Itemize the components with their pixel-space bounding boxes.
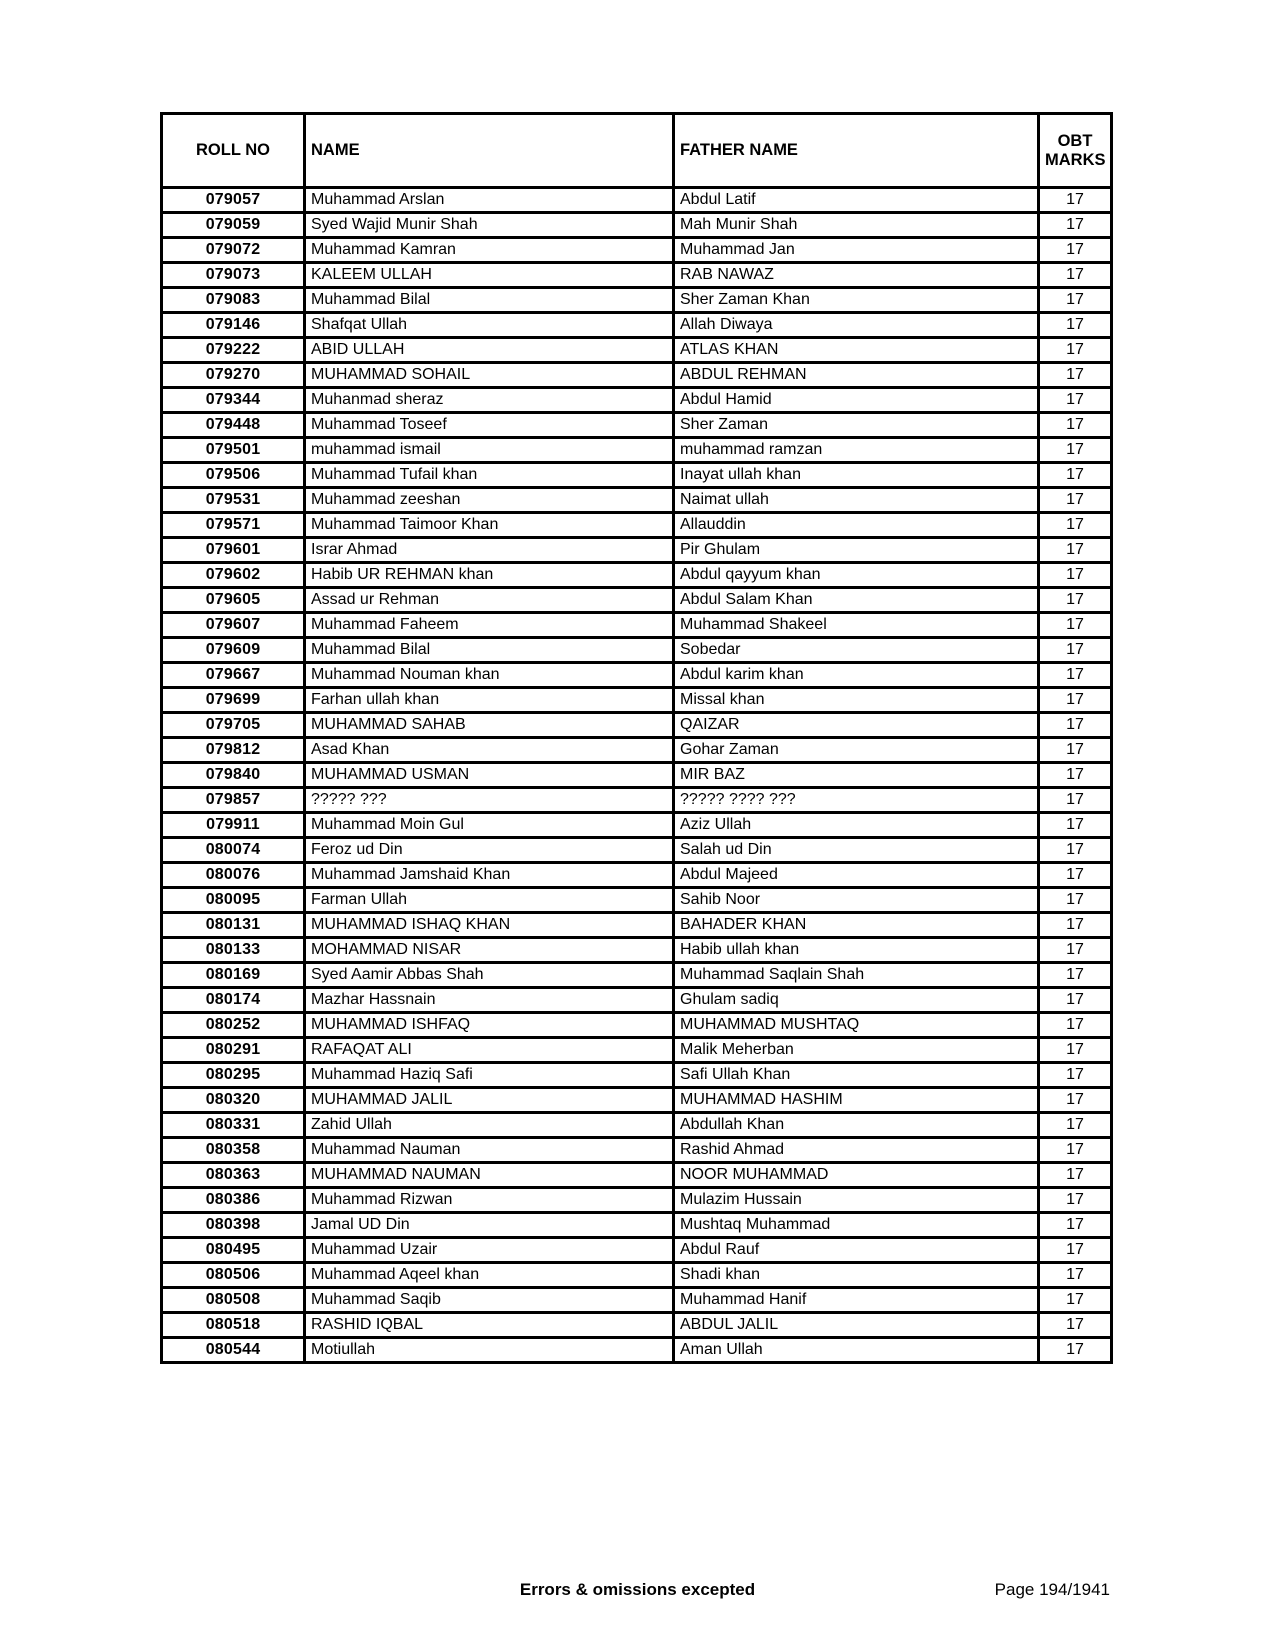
header-father-name: FATHER NAME [674, 114, 1039, 188]
table-row [162, 963, 1112, 988]
father-name-cell: QAIZAR [674, 713, 1039, 738]
name-cell: Muhammad Moin Gul [305, 813, 674, 838]
name-cell: Muhammad Nouman khan [305, 663, 674, 688]
table-row [162, 738, 1112, 763]
obt-marks-cell: 17 [1039, 763, 1112, 788]
father-name-cell: Salah ud Din [674, 838, 1039, 863]
father-name-cell: ATLAS KHAN [674, 338, 1039, 363]
obt-marks-cell: 17 [1039, 1238, 1112, 1263]
obt-marks-cell: 17 [1039, 1188, 1112, 1213]
table-row [162, 413, 1112, 438]
name-cell: Muhammad Kamran [305, 238, 674, 263]
name-cell: Syed Wajid Munir Shah [305, 213, 674, 238]
roll-no-cell: 080295 [162, 1063, 305, 1088]
roll-no-cell: 079605 [162, 588, 305, 613]
table-row [162, 888, 1112, 913]
roll-no-cell: 079911 [162, 813, 305, 838]
obt-marks-cell: 17 [1039, 888, 1112, 913]
table-row [162, 1313, 1112, 1338]
table-row [162, 763, 1112, 788]
obt-marks-cell: 17 [1039, 1338, 1112, 1363]
table-row [162, 663, 1112, 688]
roll-no-cell: 079146 [162, 313, 305, 338]
name-cell: Zahid Ullah [305, 1113, 674, 1138]
father-name-cell: Habib ullah khan [674, 938, 1039, 963]
roll-no-cell: 079059 [162, 213, 305, 238]
name-cell: Motiullah [305, 1338, 674, 1363]
roll-no-cell: 079609 [162, 638, 305, 663]
roll-no-cell: 080508 [162, 1288, 305, 1313]
name-cell: MUHAMMAD ISHAQ KHAN [305, 913, 674, 938]
table-row [162, 788, 1112, 813]
obt-marks-cell: 17 [1039, 688, 1112, 713]
table-row [162, 1113, 1112, 1138]
table-row [162, 813, 1112, 838]
obt-marks-cell: 17 [1039, 388, 1112, 413]
father-name-cell: Sahib Noor [674, 888, 1039, 913]
obt-marks-cell: 17 [1039, 1038, 1112, 1063]
roll-no-cell: 079607 [162, 613, 305, 638]
roll-no-cell: 079601 [162, 538, 305, 563]
roll-no-cell: 079501 [162, 438, 305, 463]
table-row [162, 563, 1112, 588]
name-cell: Feroz ud Din [305, 838, 674, 863]
name-cell: Shafqat Ullah [305, 313, 674, 338]
name-cell: Muhammad Haziq Safi [305, 1063, 674, 1088]
table-row [162, 1163, 1112, 1188]
roll-no-cell: 079531 [162, 488, 305, 513]
table-row [162, 1013, 1112, 1038]
father-name-cell: MUHAMMAD HASHIM [674, 1088, 1039, 1113]
name-cell: Muhammad Taimoor Khan [305, 513, 674, 538]
header-roll-no: ROLL NO [162, 114, 305, 188]
roll-no-cell: 079270 [162, 363, 305, 388]
obt-marks-cell: 17 [1039, 638, 1112, 663]
father-name-cell: Mah Munir Shah [674, 213, 1039, 238]
obt-marks-cell: 17 [1039, 538, 1112, 563]
name-cell: Muhammad Bilal [305, 288, 674, 313]
obt-marks-cell: 17 [1039, 263, 1112, 288]
table-row [162, 363, 1112, 388]
name-cell: MUHAMMAD USMAN [305, 763, 674, 788]
table-row [162, 713, 1112, 738]
table-row [162, 1288, 1112, 1313]
name-cell: Israr Ahmad [305, 538, 674, 563]
name-cell: Muhammad Aqeel khan [305, 1263, 674, 1288]
obt-marks-cell: 17 [1039, 1288, 1112, 1313]
obt-marks-cell: 17 [1039, 813, 1112, 838]
roll-no-cell: 080320 [162, 1088, 305, 1113]
father-name-cell: Gohar Zaman [674, 738, 1039, 763]
father-name-cell: Mushtaq Muhammad [674, 1213, 1039, 1238]
father-name-cell: Rashid Ahmad [674, 1138, 1039, 1163]
roll-no-cell: 079057 [162, 188, 305, 213]
obt-marks-cell: 17 [1039, 838, 1112, 863]
roll-no-cell: 080131 [162, 913, 305, 938]
father-name-cell: MUHAMMAD MUSHTAQ [674, 1013, 1039, 1038]
name-cell: RASHID IQBAL [305, 1313, 674, 1338]
table-row [162, 938, 1112, 963]
roll-no-cell: 079448 [162, 413, 305, 438]
name-cell: Syed Aamir Abbas Shah [305, 963, 674, 988]
obt-marks-cell: 17 [1039, 1113, 1112, 1138]
father-name-cell: Pir Ghulam [674, 538, 1039, 563]
roll-no-cell: 080363 [162, 1163, 305, 1188]
results-table [160, 112, 1113, 1364]
obt-marks-cell: 17 [1039, 288, 1112, 313]
name-cell: KALEEM ULLAH [305, 263, 674, 288]
roll-no-cell: 080095 [162, 888, 305, 913]
name-cell: MUHAMMAD SAHAB [305, 713, 674, 738]
table-body [162, 188, 1112, 1363]
name-cell: Farman Ullah [305, 888, 674, 913]
name-cell: Muhammad Bilal [305, 638, 674, 663]
roll-no-cell: 079705 [162, 713, 305, 738]
obt-marks-cell: 17 [1039, 488, 1112, 513]
roll-no-cell: 080544 [162, 1338, 305, 1363]
name-cell: Asad Khan [305, 738, 674, 763]
father-name-cell: Abdul Rauf [674, 1238, 1039, 1263]
table-row [162, 688, 1112, 713]
table-row [162, 388, 1112, 413]
obt-marks-cell: 17 [1039, 463, 1112, 488]
name-cell: MUHAMMAD SOHAIL [305, 363, 674, 388]
obt-marks-cell: 17 [1039, 788, 1112, 813]
table-row [162, 863, 1112, 888]
name-cell: Jamal UD Din [305, 1213, 674, 1238]
father-name-cell: muhammad ramzan [674, 438, 1039, 463]
father-name-cell: Abdul Hamid [674, 388, 1039, 413]
obt-marks-cell: 17 [1039, 988, 1112, 1013]
table-row [162, 1138, 1112, 1163]
obt-marks-cell: 17 [1039, 713, 1112, 738]
obt-marks-cell: 17 [1039, 438, 1112, 463]
father-name-cell: Missal khan [674, 688, 1039, 713]
obt-marks-cell: 17 [1039, 913, 1112, 938]
table-row [162, 988, 1112, 1013]
obt-marks-cell: 17 [1039, 338, 1112, 363]
table-row [162, 213, 1112, 238]
obt-marks-cell: 17 [1039, 588, 1112, 613]
father-name-cell: Muhammad Saqlain Shah [674, 963, 1039, 988]
obt-marks-cell: 17 [1039, 1063, 1112, 1088]
name-cell: Muhammad Toseef [305, 413, 674, 438]
name-cell: Muhammad Tufail khan [305, 463, 674, 488]
name-cell: Farhan ullah khan [305, 688, 674, 713]
obt-marks-cell: 17 [1039, 938, 1112, 963]
table-row [162, 838, 1112, 863]
name-cell: MUHAMMAD NAUMAN [305, 1163, 674, 1188]
name-cell: Muhammad Rizwan [305, 1188, 674, 1213]
page-number: Page 194/1941 [994, 1580, 1110, 1599]
roll-no-cell: 079073 [162, 263, 305, 288]
table-row [162, 438, 1112, 463]
name-cell: Muhammad Jamshaid Khan [305, 863, 674, 888]
roll-no-cell: 079812 [162, 738, 305, 763]
name-cell: MUHAMMAD ISHFAQ [305, 1013, 674, 1038]
table-row [162, 238, 1112, 263]
table-row [162, 613, 1112, 638]
roll-no-cell: 079571 [162, 513, 305, 538]
father-name-cell: Muhammad Shakeel [674, 613, 1039, 638]
obt-marks-cell: 17 [1039, 613, 1112, 638]
obt-marks-cell: 17 [1039, 563, 1112, 588]
roll-no-cell: 080386 [162, 1188, 305, 1213]
roll-no-cell: 079344 [162, 388, 305, 413]
father-name-cell: ABDUL REHMAN [674, 363, 1039, 388]
obt-marks-cell: 17 [1039, 1263, 1112, 1288]
table-row [162, 1088, 1112, 1113]
obt-marks-cell: 17 [1039, 738, 1112, 763]
roll-no-cell: 080495 [162, 1238, 305, 1263]
table-row [162, 638, 1112, 663]
obt-marks-cell: 17 [1039, 363, 1112, 388]
father-name-cell: Aziz Ullah [674, 813, 1039, 838]
table-header [162, 114, 1112, 188]
father-name-cell: Muhammad Hanif [674, 1288, 1039, 1313]
obt-marks-cell: 17 [1039, 1163, 1112, 1188]
name-cell: muhammad ismail [305, 438, 674, 463]
roll-no-cell: 079222 [162, 338, 305, 363]
name-cell: Muhammad Faheem [305, 613, 674, 638]
header-obt-marks-line2: MARKS [1045, 150, 1106, 169]
father-name-cell: Sher Zaman [674, 413, 1039, 438]
obt-marks-cell: 17 [1039, 413, 1112, 438]
results-table-container [160, 112, 1113, 1364]
table-row [162, 313, 1112, 338]
table-row [162, 488, 1112, 513]
father-name-cell: ABDUL JALIL [674, 1313, 1039, 1338]
father-name-cell: Abdullah Khan [674, 1113, 1039, 1138]
roll-no-cell: 079840 [162, 763, 305, 788]
obt-marks-cell: 17 [1039, 1088, 1112, 1113]
father-name-cell: BAHADER KHAN [674, 913, 1039, 938]
roll-no-cell: 080074 [162, 838, 305, 863]
roll-no-cell: 079857 [162, 788, 305, 813]
obt-marks-cell: 17 [1039, 863, 1112, 888]
header-row [162, 114, 1112, 188]
father-name-cell: Sobedar [674, 638, 1039, 663]
table-row [162, 338, 1112, 363]
father-name-cell: Malik Meherban [674, 1038, 1039, 1063]
roll-no-cell: 079667 [162, 663, 305, 688]
obt-marks-cell: 17 [1039, 963, 1112, 988]
name-cell: ABID ULLAH [305, 338, 674, 363]
roll-no-cell: 080174 [162, 988, 305, 1013]
table-row [162, 1188, 1112, 1213]
father-name-cell: Allah Diwaya [674, 313, 1039, 338]
roll-no-cell: 079506 [162, 463, 305, 488]
roll-no-cell: 079699 [162, 688, 305, 713]
roll-no-cell: 079083 [162, 288, 305, 313]
roll-no-cell: 080252 [162, 1013, 305, 1038]
father-name-cell: Aman Ullah [674, 1338, 1039, 1363]
table-row [162, 538, 1112, 563]
name-cell: Muhammad Arslan [305, 188, 674, 213]
table-row [162, 1063, 1112, 1088]
table-row [162, 588, 1112, 613]
roll-no-cell: 080518 [162, 1313, 305, 1338]
obt-marks-cell: 17 [1039, 238, 1112, 263]
father-name-cell: Abdul karim khan [674, 663, 1039, 688]
father-name-cell: NOOR MUHAMMAD [674, 1163, 1039, 1188]
table-row [162, 1213, 1112, 1238]
obt-marks-cell: 17 [1039, 213, 1112, 238]
father-name-cell: Abdul Salam Khan [674, 588, 1039, 613]
father-name-cell: Sher Zaman Khan [674, 288, 1039, 313]
table-row [162, 913, 1112, 938]
roll-no-cell: 079602 [162, 563, 305, 588]
table-row [162, 1338, 1112, 1363]
table-row [162, 1038, 1112, 1063]
obt-marks-cell: 17 [1039, 1213, 1112, 1238]
table-row [162, 1263, 1112, 1288]
obt-marks-cell: 17 [1039, 313, 1112, 338]
name-cell: Muhammad Nauman [305, 1138, 674, 1163]
header-name: NAME [305, 114, 674, 188]
roll-no-cell: 080169 [162, 963, 305, 988]
father-name-cell: Safi Ullah Khan [674, 1063, 1039, 1088]
table-row [162, 463, 1112, 488]
name-cell: MOHAMMAD NISAR [305, 938, 674, 963]
name-cell: Muhammad zeeshan [305, 488, 674, 513]
roll-no-cell: 080331 [162, 1113, 305, 1138]
table-row [162, 188, 1112, 213]
table-row [162, 513, 1112, 538]
father-name-cell: Abdul qayyum khan [674, 563, 1039, 588]
roll-no-cell: 080076 [162, 863, 305, 888]
table-row [162, 288, 1112, 313]
header-obt-marks-line1: OBT [1057, 132, 1093, 151]
father-name-cell: Abdul Majeed [674, 863, 1039, 888]
table-row [162, 263, 1112, 288]
obt-marks-cell: 17 [1039, 1138, 1112, 1163]
roll-no-cell: 080291 [162, 1038, 305, 1063]
father-name-cell: Inayat ullah khan [674, 463, 1039, 488]
obt-marks-cell: 17 [1039, 513, 1112, 538]
name-cell: Muhanmad sheraz [305, 388, 674, 413]
father-name-cell: Mulazim Hussain [674, 1188, 1039, 1213]
obt-marks-cell: 17 [1039, 1313, 1112, 1338]
table-row [162, 1238, 1112, 1263]
roll-no-cell: 080398 [162, 1213, 305, 1238]
father-name-cell: ????? ???? ??? [674, 788, 1039, 813]
father-name-cell: Naimat ullah [674, 488, 1039, 513]
roll-no-cell: 080358 [162, 1138, 305, 1163]
father-name-cell: Muhammad Jan [674, 238, 1039, 263]
father-name-cell: RAB NAWAZ [674, 263, 1039, 288]
roll-no-cell: 080506 [162, 1263, 305, 1288]
name-cell: Habib UR REHMAN khan [305, 563, 674, 588]
name-cell: ????? ??? [305, 788, 674, 813]
header-obt-marks [1039, 114, 1112, 188]
roll-no-cell: 080133 [162, 938, 305, 963]
name-cell: Muhammad Saqib [305, 1288, 674, 1313]
father-name-cell: Abdul Latif [674, 188, 1039, 213]
name-cell: Mazhar Hassnain [305, 988, 674, 1013]
page-footer [0, 1580, 1275, 1604]
name-cell: MUHAMMAD JALIL [305, 1088, 674, 1113]
father-name-cell: Ghulam sadiq [674, 988, 1039, 1013]
father-name-cell: Shadi khan [674, 1263, 1039, 1288]
obt-marks-cell: 17 [1039, 663, 1112, 688]
roll-no-cell: 079072 [162, 238, 305, 263]
obt-marks-cell: 17 [1039, 188, 1112, 213]
name-cell: Assad ur Rehman [305, 588, 674, 613]
father-name-cell: Allauddin [674, 513, 1039, 538]
father-name-cell: MIR BAZ [674, 763, 1039, 788]
obt-marks-cell: 17 [1039, 1013, 1112, 1038]
errors-omissions-note: Errors & omissions excepted [519, 1580, 756, 1599]
name-cell: RAFAQAT ALI [305, 1038, 674, 1063]
name-cell: Muhammad Uzair [305, 1238, 674, 1263]
